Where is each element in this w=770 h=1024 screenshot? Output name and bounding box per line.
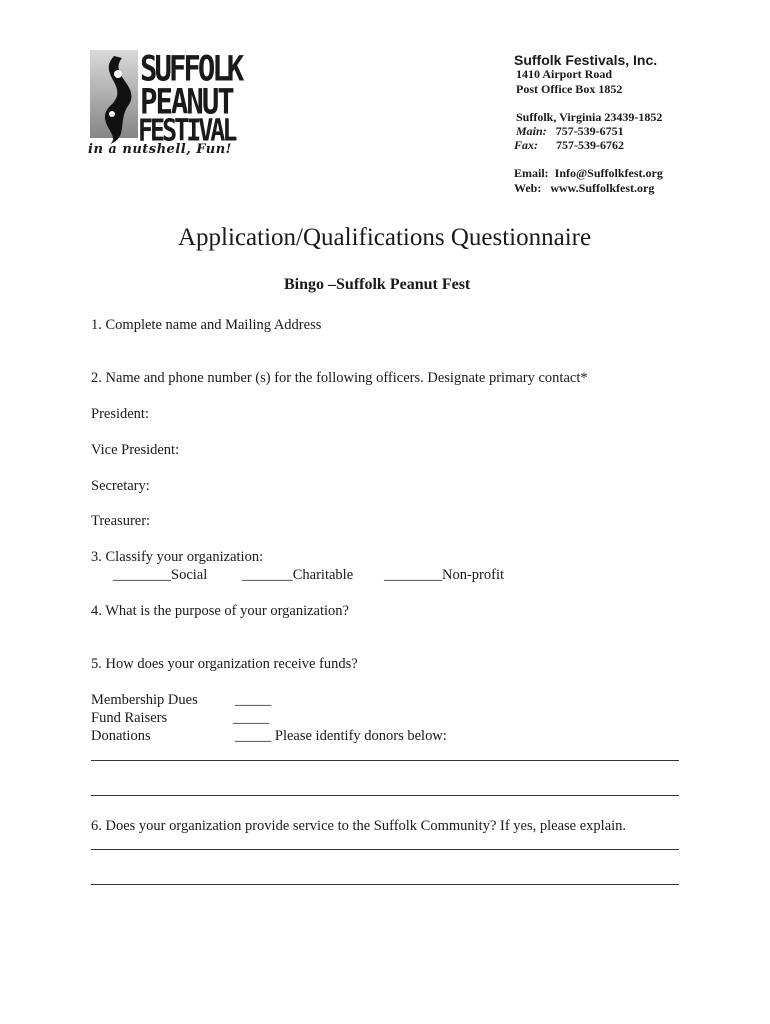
page-title: Application/Qualifications Questionnaire [178, 224, 592, 251]
fax-phone: 757-539-6762 [556, 138, 624, 152]
donors-answer-line-2[interactable] [91, 795, 679, 796]
question-6: 6. Does your organization provide service to the Suffolk Community? If yes, please explain. [91, 818, 627, 834]
fax-row [514, 138, 624, 153]
web-row [514, 181, 654, 196]
main-phone: 757-539-6751 [555, 124, 624, 138]
email-row [514, 166, 663, 181]
logo-tagline: in a nutshell, Fun! [88, 142, 232, 157]
question-3: 3. Classify your organization: [91, 549, 264, 565]
officer-vice-president: Vice President: [91, 442, 180, 458]
officer-secretary: Secretary: [91, 478, 150, 494]
service-answer-line-2[interactable] [91, 884, 679, 885]
funds-fund-raisers-blank[interactable]: _____ [233, 710, 270, 726]
officer-president: President: [91, 406, 149, 422]
email-label: Email: [514, 166, 549, 180]
org-name: Suffolk Festivals, Inc. [514, 52, 658, 68]
web-label: Web: [514, 181, 542, 195]
officer-treasurer: Treasurer: [91, 513, 151, 529]
email-link[interactable]: Info@Suffolkfest.org [554, 166, 663, 180]
address-line-1: 1410 Airport Road [516, 67, 612, 81]
page-subtitle: Bingo –Suffolk Peanut Fest [284, 276, 471, 293]
funds-donations-blank[interactable]: _____ Please identify donors below: [235, 728, 447, 744]
city-state-zip: Suffolk, Virginia 23439-1852 [516, 110, 663, 124]
question-4: 4. What is the purpose of your organization? [91, 603, 349, 619]
classify-social[interactable]: ________Social [113, 567, 208, 583]
classify-non-profit[interactable]: ________Non-profit [384, 567, 505, 583]
fax-label: Fax: [514, 138, 538, 152]
donors-answer-line-1[interactable] [91, 760, 679, 761]
logo-line-peanut: PEANUT [140, 81, 233, 122]
web-link[interactable]: www.Suffolkfest.org [550, 181, 655, 195]
question-1: 1. Complete name and Mailing Address [91, 317, 322, 333]
main-label: Main: [516, 124, 547, 138]
funds-membership-dues-blank[interactable]: _____ [235, 692, 272, 708]
classify-charitable[interactable]: _______Charitable [242, 567, 354, 583]
suffolk-peanut-festival-logo [88, 46, 242, 161]
address-line-2: Post Office Box 1852 [516, 82, 623, 96]
main-phone-row [516, 124, 624, 139]
logo-line-suffolk: SUFFOLK [140, 48, 242, 89]
funds-fund-raisers-label: Fund Raisers [91, 710, 168, 726]
service-answer-line-1[interactable] [91, 849, 679, 850]
question-2: 2. Name and phone number (s) for the following officers. Designate primary contact* [91, 370, 588, 386]
question-5: 5. How does your organization receive funds? [91, 656, 358, 672]
funds-donations-label: Donations [91, 728, 151, 744]
logo-line-festival: FESTIVAL [138, 113, 235, 148]
funds-membership-dues-label: Membership Dues [91, 692, 198, 708]
